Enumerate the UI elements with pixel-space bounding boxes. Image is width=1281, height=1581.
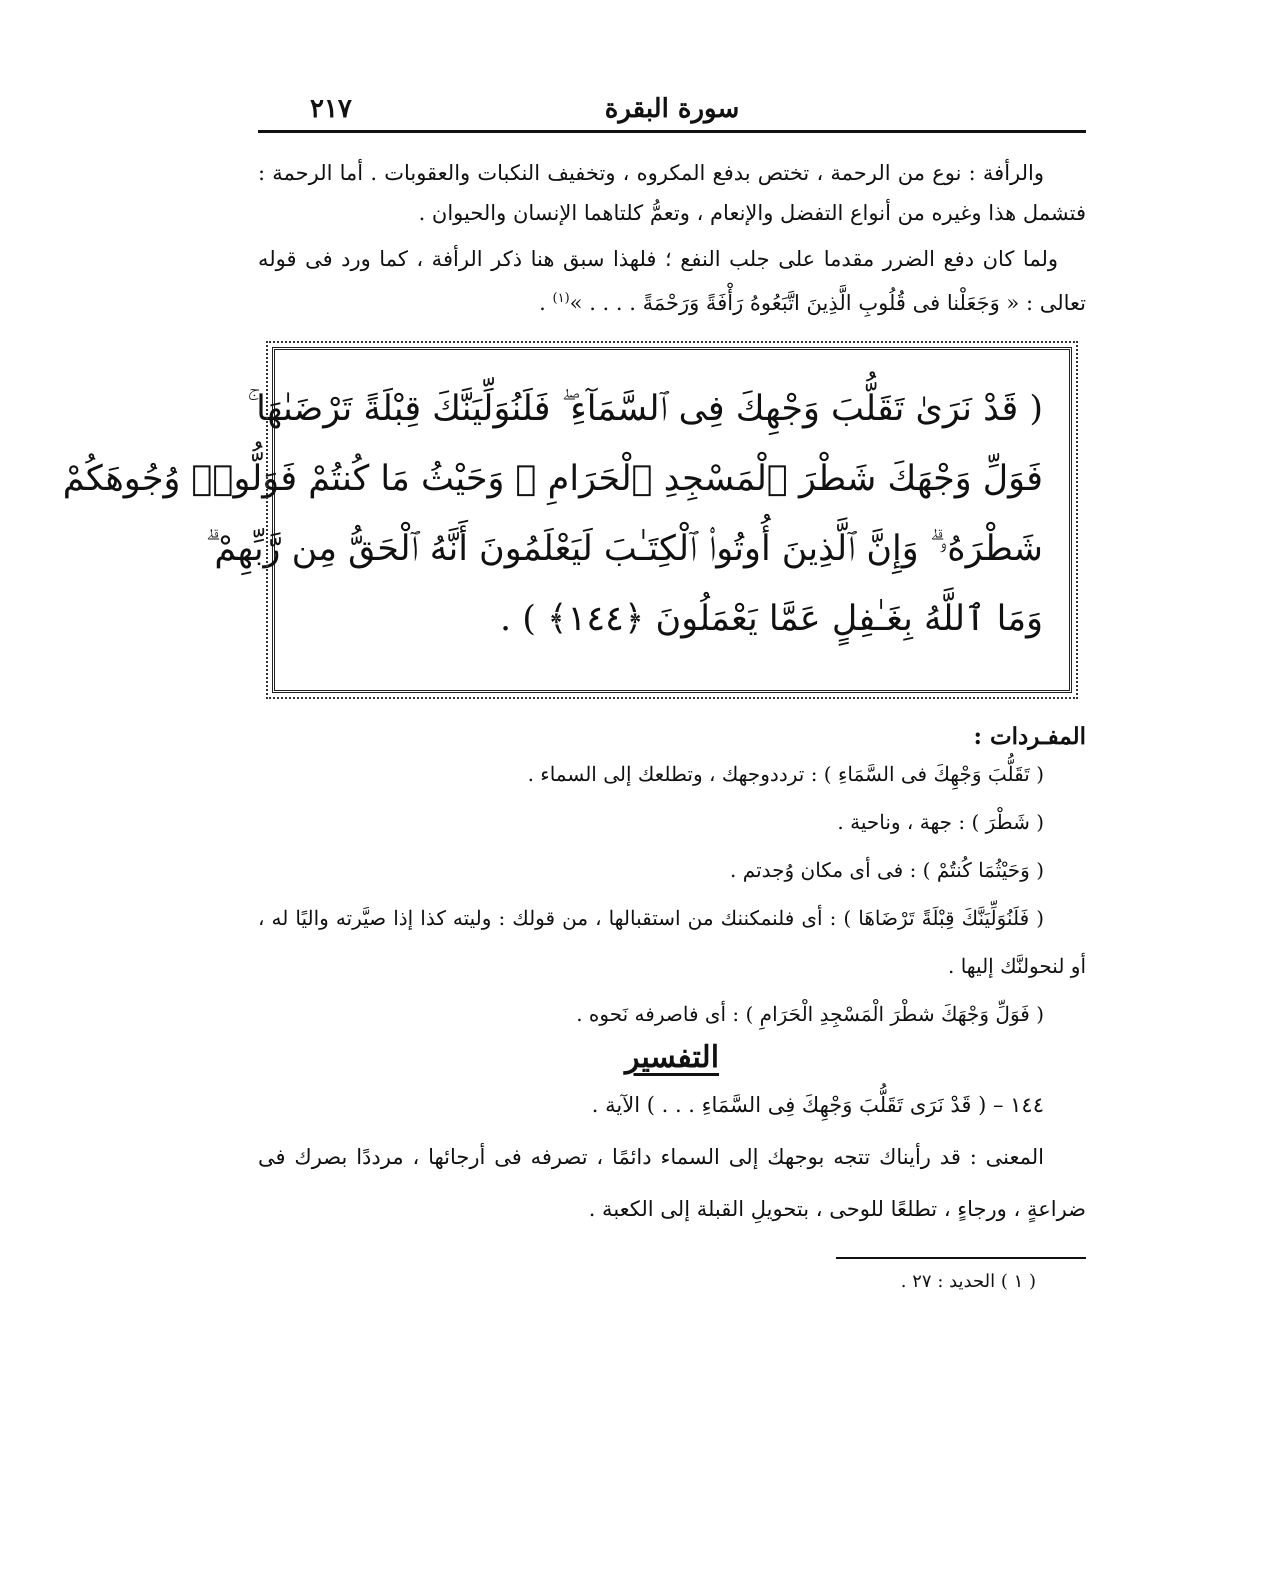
intro-paragraph-2 [258, 239, 1086, 323]
page-header [258, 88, 1086, 133]
vocabulary-item: ( تَقَلُّبَ وَجْهِكَ فى السَّمَاءِ ) : ترددوجهك ، وتطلعك إلى السماء . [527, 762, 1044, 786]
verse-line: ( قَدْ نَرَىٰ تَقَلُّبَ وَجْهِكَ فِى ٱلسَّمَآءِ ۖ فَلَنُوَلِّيَنَّكَ قِبْلَةً تَرْضَىٰهَا ۚ [247, 389, 1043, 429]
footnote: ( ١ ) الحديد : ٢٧ . [900, 1271, 1036, 1292]
verse-line: شَطْرَهُۥ ۗ وَإِنَّ ٱلَّذِينَ أُوتُوا۟ ٱلْكِتَـٰبَ لَيَعْلَمُونَ أَنَّهُ ٱلْحَقُّ مِن رَّبِّهِمْ ۗ [205, 529, 1043, 569]
verse-line: فَوَلِّ وَجْهَكَ شَطْرَ ٱلْمَسْجِدِ ٱلْحَرَامِ ۚ وَحَيْثُ مَا كُنتُمْ فَوَلُّوا۟ وُجُوهَكُمْ [62, 459, 1043, 499]
quran-verse [62, 350, 1069, 654]
tafsir-meaning: المعنى : قد رأيناك تتجه بوجهك إلى السماء دائمًا ، تصرفه فى أرجائها ، مرددًا بصرك فى ضراعةٍ ، ورجاءٍ ، تطلعًا للوحى ، بتحويلِ القبلة إلى الكعبة . [258, 1145, 1086, 1221]
vocabulary-item: ( فَلَنُوَلِّيَنَّكَ قِبْلَةً تَرْضَاهَا ) : أى فلنمكننك من استقبالها ، من قولك : وليته كذا إذا صيَّرته واليًا له ، أو لنحولنَّك إليها . [258, 906, 1086, 978]
vocabulary-item: ( فَوَلِّ وَجْهَكَ شطْرَ الْمَسْجِدِ الْحَرَامِ ) : أى فاصرفه نَحوه . [576, 1002, 1044, 1026]
footnote-reference: (١) [552, 291, 570, 306]
intro-paragraph-2-text: ولما كان دفع الضرر مقدما على جلب النفع ؛ فلهذا سبق هنا ذكر الرأفة ، كما ورد فى قوله تعالى : « وَجَعَلْنا فى قُلُوبِ الَّذِينَ اتَّبَعُوهُ رَأْفَةً وَرَحْمَةً . . . . » [258, 247, 1086, 315]
page-number: ٢١٧ [310, 94, 352, 124]
book-page [62, 88, 1086, 1292]
vocabulary-heading: المفـردات : [973, 723, 1086, 750]
verse-line: وَمَا ٱللَّهُ بِغَـٰفِلٍ عَمَّا يَعْمَلُونَ ﴿١٤٤﴾ ) . [499, 599, 1043, 639]
intro-paragraph-1: والرأفة : نوع من الرحمة ، تختص بدفع المكروه ، وتخفيف النكبات والعقوبات . أما الرحمة : فتشمل هذا وغيره من أنواع التفضل والإنعام ، وتعمُّ كلتاهما الإنسان والحيوان . [258, 161, 1086, 225]
tafsir-verse-reference: ١٤٤ – ( قَدْ نَرَى تَقَلُّبَ وَجْهِكَ فِى السَّمَاءِ . . . ) الآية . [591, 1093, 1044, 1117]
intro-paragraph-2-end: . [539, 291, 553, 315]
vocabulary-item: ( شَطْرَ ) : جهة ، وناحية . [837, 810, 1044, 834]
footnote-divider [836, 1257, 1086, 1259]
surah-title: سورة البقرة [604, 94, 740, 124]
quran-verse-frame [62, 347, 1072, 693]
vocabulary-item: ( وَحَيْثُمَا كُنتُمْ ) : فى أى مكان وُجدتم . [730, 858, 1044, 882]
tafsir-heading: التفسير [624, 1040, 720, 1075]
